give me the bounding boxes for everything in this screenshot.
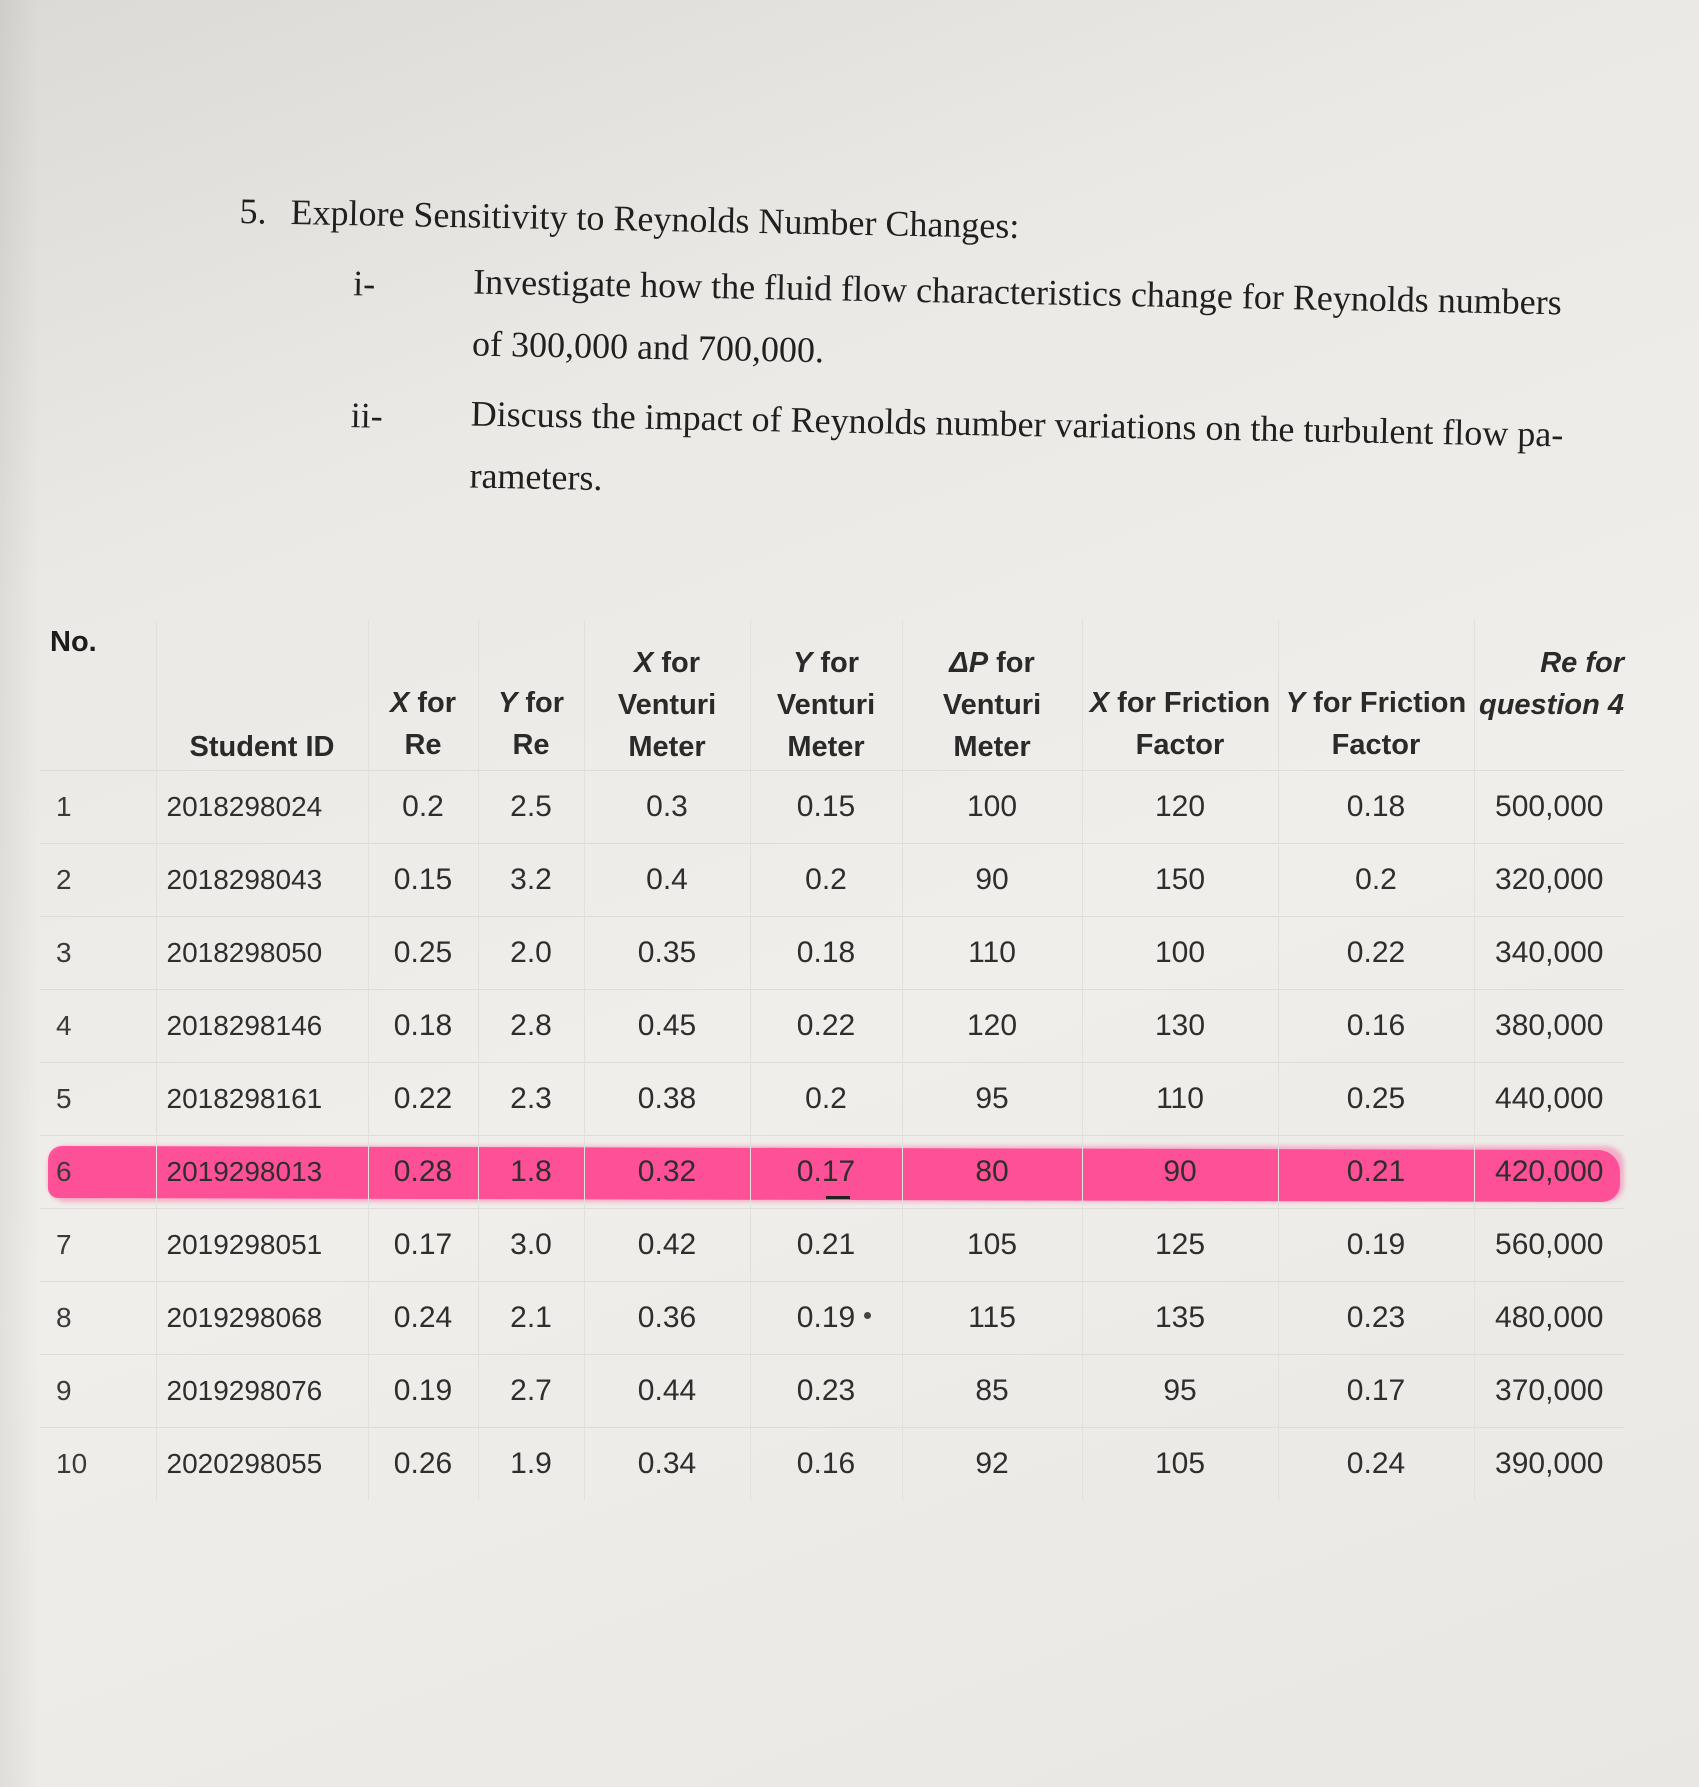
no-column-label: No.	[50, 626, 97, 658]
cell-no: 1	[40, 770, 156, 843]
cell-dp-venturi: 92	[902, 1427, 1082, 1500]
cell-x-friction: 90	[1082, 1135, 1278, 1208]
cell-y-venturi: 0.2	[750, 1062, 902, 1135]
cell-y-venturi: 0.2	[750, 843, 902, 916]
cell-re-q4: 380,000	[1474, 989, 1624, 1062]
cell-student-id: 2018298146	[156, 989, 368, 1062]
cell-dp-venturi: 110	[902, 916, 1082, 989]
cell-re-q4: 560,000	[1474, 1208, 1624, 1281]
cell-student-id: 2019298013	[156, 1135, 368, 1208]
cell-x-re: 0.15	[368, 843, 478, 916]
table-row	[40, 1208, 1624, 1281]
header-x-venturi: X for Venturi Meter	[584, 620, 750, 770]
cell-re-q4: 390,000	[1474, 1427, 1624, 1500]
cell-x-re: 0.28	[368, 1135, 478, 1208]
cell-x-venturi: 0.34	[584, 1427, 750, 1500]
question-item	[352, 262, 1579, 395]
table-body	[40, 770, 1624, 1500]
cell-y-friction: 0.2	[1278, 843, 1474, 916]
cell-re-q4: 370,000	[1474, 1354, 1624, 1427]
cell-dp-venturi: 120	[902, 989, 1082, 1062]
student-data-table	[40, 620, 1624, 1500]
cell-student-id: 2018298043	[156, 843, 368, 916]
cell-x-friction: 130	[1082, 989, 1278, 1062]
cell-y-re: 2.1	[478, 1281, 584, 1354]
header-student-id: Student ID	[156, 620, 368, 770]
question-title: Explore Sensitivity to Reynolds Number Changes:	[290, 191, 1020, 246]
cell-student-id: 2019298068	[156, 1281, 368, 1354]
cell-no: 9	[40, 1354, 156, 1427]
cell-y-venturi: 0.22	[750, 989, 902, 1062]
pen-dot-mark	[864, 1312, 871, 1319]
cell-x-re: 0.19	[368, 1354, 478, 1427]
cell-dp-venturi: 100	[902, 770, 1082, 843]
cell-y-re: 2.5	[478, 770, 584, 843]
header-y-venturi: Y for Venturi Meter	[750, 620, 902, 770]
cell-y-friction: 0.21	[1278, 1135, 1474, 1208]
cell-y-re: 1.9	[478, 1427, 584, 1500]
cell-no: 5	[40, 1062, 156, 1135]
cell-no: 6	[40, 1135, 156, 1208]
cell-y-friction: 0.25	[1278, 1062, 1474, 1135]
cell-dp-venturi: 90	[902, 843, 1082, 916]
table-row	[40, 1427, 1624, 1500]
table-row	[40, 770, 1624, 843]
header-x-for-re: X for Re	[368, 620, 478, 770]
cell-no: 10	[40, 1427, 156, 1500]
cell-x-re: 0.17	[368, 1208, 478, 1281]
header-y-friction: Y for Friction Factor	[1278, 620, 1474, 770]
cell-y-friction: 0.23	[1278, 1281, 1474, 1354]
header-re-q4: Re for question 4	[1474, 620, 1624, 770]
cell-y-friction: 0.17	[1278, 1354, 1474, 1427]
cell-dp-venturi: 105	[902, 1208, 1082, 1281]
paper-shadow	[0, 0, 40, 1787]
cell-no: 8	[40, 1281, 156, 1354]
cell-y-friction: 0.22	[1278, 916, 1474, 989]
question-number: 5.	[239, 190, 267, 232]
cell-y-friction: 0.18	[1278, 770, 1474, 843]
cell-x-re: 0.2	[368, 770, 478, 843]
header-x-friction: X for Friction Factor	[1082, 620, 1278, 770]
cell-x-friction: 105	[1082, 1427, 1278, 1500]
cell-y-re: 3.2	[478, 843, 584, 916]
table-row	[40, 1354, 1624, 1427]
cell-student-id: 2018298161	[156, 1062, 368, 1135]
cell-x-venturi: 0.32	[584, 1135, 750, 1208]
cell-y-friction: 0.24	[1278, 1427, 1474, 1500]
cell-x-venturi: 0.4	[584, 843, 750, 916]
cell-no: 2	[40, 843, 156, 916]
table-row	[40, 843, 1624, 916]
question-item-text: Investigate how the fluid flow characteristics change for Reynolds numbers of 300,000 and 700,000.	[471, 261, 1563, 371]
cell-re-q4: 320,000	[1474, 843, 1624, 916]
cell-y-re: 3.0	[478, 1208, 584, 1281]
cell-dp-venturi: 85	[902, 1354, 1082, 1427]
cell-dp-venturi: 80	[902, 1135, 1082, 1208]
cell-student-id: 2018298050	[156, 916, 368, 989]
cell-x-venturi: 0.38	[584, 1062, 750, 1135]
cell-x-friction: 110	[1082, 1062, 1278, 1135]
question-item-marker: ii-	[350, 395, 384, 436]
question-item-text: Discuss the impact of Reynolds number variations on the turbulent flow pa-rameters.	[469, 393, 1564, 499]
cell-y-friction: 0.19	[1278, 1208, 1474, 1281]
cell-student-id: 2019298076	[156, 1354, 368, 1427]
cell-x-re: 0.26	[368, 1427, 478, 1500]
table-row	[40, 989, 1624, 1062]
cell-no: 7	[40, 1208, 156, 1281]
cell-dp-venturi: 95	[902, 1062, 1082, 1135]
cell-y-venturi: 0.21	[750, 1208, 902, 1281]
cell-y-re: 1.8	[478, 1135, 584, 1208]
cell-re-q4: 480,000	[1474, 1281, 1624, 1354]
cell-y-re: 2.7	[478, 1354, 584, 1427]
cell-x-friction: 150	[1082, 843, 1278, 916]
cell-y-venturi: 0.23	[750, 1354, 902, 1427]
cell-y-re: 2.8	[478, 989, 584, 1062]
cell-re-q4: 420,000	[1474, 1135, 1624, 1208]
cell-student-id: 2018298024	[156, 770, 368, 843]
cell-dp-venturi: 115	[902, 1281, 1082, 1354]
header-y-for-re: Y for Re	[478, 620, 584, 770]
cell-x-friction: 100	[1082, 916, 1278, 989]
cell-re-q4: 340,000	[1474, 916, 1624, 989]
cell-student-id: 2019298051	[156, 1208, 368, 1281]
cell-y-re: 2.0	[478, 916, 584, 989]
cell-x-venturi: 0.42	[584, 1208, 750, 1281]
question-item	[349, 394, 1576, 527]
table-header-row	[40, 620, 1624, 770]
cell-y-venturi: 0.17	[750, 1135, 902, 1208]
cell-x-venturi: 0.36	[584, 1281, 750, 1354]
header-dp-venturi: ΔP for Venturi Meter	[902, 620, 1082, 770]
question-item-marker: i-	[352, 263, 376, 304]
cell-no: 3	[40, 916, 156, 989]
cell-y-venturi: 0.18	[750, 916, 902, 989]
cell-x-friction: 95	[1082, 1354, 1278, 1427]
cell-x-friction: 120	[1082, 770, 1278, 843]
pen-underline-mark	[826, 1196, 850, 1199]
cell-x-venturi: 0.45	[584, 989, 750, 1062]
question-block	[234, 190, 1580, 550]
question-items	[349, 262, 1578, 527]
cell-no: 4	[40, 989, 156, 1062]
header-no	[40, 620, 156, 770]
cell-y-venturi: 0.19	[750, 1281, 902, 1354]
cell-y-venturi: 0.16	[750, 1427, 902, 1500]
cell-student-id: 2020298055	[156, 1427, 368, 1500]
cell-x-re: 0.18	[368, 989, 478, 1062]
table-row	[40, 916, 1624, 989]
cell-x-venturi: 0.44	[584, 1354, 750, 1427]
cell-x-friction: 125	[1082, 1208, 1278, 1281]
cell-x-re: 0.24	[368, 1281, 478, 1354]
cell-re-q4: 500,000	[1474, 770, 1624, 843]
cell-x-venturi: 0.3	[584, 770, 750, 843]
cell-y-re: 2.3	[478, 1062, 584, 1135]
table-row	[40, 1281, 1624, 1354]
table-row	[40, 1062, 1624, 1135]
cell-x-venturi: 0.35	[584, 916, 750, 989]
cell-x-friction: 135	[1082, 1281, 1278, 1354]
cell-y-venturi: 0.15	[750, 770, 902, 843]
cell-re-q4: 440,000	[1474, 1062, 1624, 1135]
cell-x-re: 0.22	[368, 1062, 478, 1135]
cell-y-friction: 0.16	[1278, 989, 1474, 1062]
cell-x-re: 0.25	[368, 916, 478, 989]
